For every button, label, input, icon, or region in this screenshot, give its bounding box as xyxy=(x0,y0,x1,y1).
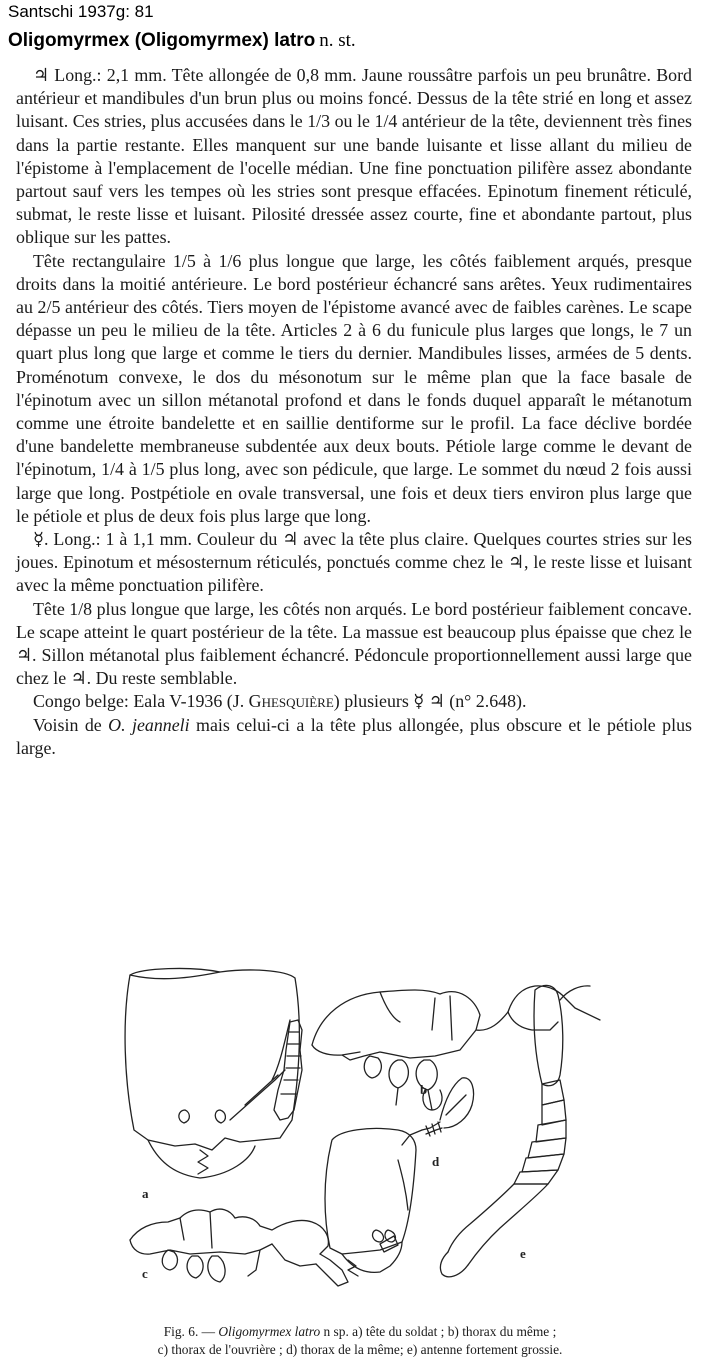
figure-label-c: c xyxy=(142,1266,148,1281)
comparison-prefix: Voisin de xyxy=(33,714,109,735)
paragraph-locality xyxy=(16,690,692,713)
paragraph-soldier-morphology: Tête rectangulaire 1/5 à 1/6 plus longue que large, les côtés faiblement arqués, presque droits dans la moitié antérieure. Le bord postérieur échancré sans arêtes. Yeux rudimentaires au 2/5 antérieur des côtés. Tiers moyen de l'épistome avancé avec de faibles carènes. Le scape dépasse un peu le milieu de la tête. Articles 2 à 6 du funicule plus larges que longs, le 7 un quart plus long que large et comme le tiers du dernier. Mandibules lisses, armées de 5 dents. Proménotum convexe, le dos du mésonotum sur le même plan que la face basale de l'épinotum avec un sillon métanotal profond et dans le fonds duquel apparaît le métanotum comme une étroite bandelette et en saillie dentiforme sur le profil. La face déclive bordée d'une bandelette membraneuse subdentée aux deux bouts. Pétiole large comme le devant de l'épinotum, 1/4 à 1/5 plus long, avec son pédicule, que large. Le sommet du nœud 2 fois aussi large que long. Postpétiole en ovale transversal, une fois et deux tiers environ plus large que le pétiole et plus de deux fois plus large que long. xyxy=(16,250,692,526)
worker-thorax-drawing xyxy=(130,1209,348,1286)
caption-line-1 xyxy=(40,1323,680,1341)
description-text xyxy=(16,64,692,760)
soldier-thorax-drawing xyxy=(312,986,600,1110)
comparison-species: O. jeanneli xyxy=(108,714,190,735)
comparison-suffix: mais celui-ci a la tête plus allongée, plus obscure et le pétiole plus large. xyxy=(16,714,692,758)
figure-label-a: a xyxy=(142,1186,149,1201)
paragraph-soldier-color: ♃ Long.: 2,1 mm. Tête allongée de 0,8 mm. Jaune roussâtre parfois un peu brunâtre. Bord antérieur et mandibules d'un brun plus ou moins foncé. Dessus de la tête strié en long et assez luisant. Ces stries, plus accusées dans le 1/3 ou le 1/4 antérieur de la tête, deviennent très fines dans la partie restante. Elles manquent sur une bande luisante et lisse allant du milieu de l'épistome à l'emplacement de l'ocelle médian. Une fine ponctuation pilifère assez abondante partout sauf vers les tempes où les stries sont presque effacées. Epinotum finement réticulé, submat, le reste lisse et luisant. Pilosité dressée assez courte, fine et abondante partout, plus oblique sur les pattes. xyxy=(16,65,692,248)
caption-line-2: c) thorax de l'ouvrière ; d) thorax de la même; e) antenne fortement grossie. xyxy=(157,1342,563,1357)
caption-prefix: Fig. 6. — xyxy=(163,1324,219,1339)
collector-name: Ghesquière xyxy=(248,691,334,712)
caption-species: Oligomyrmex latro xyxy=(218,1324,321,1339)
paragraph-worker-morphology: Tête 1/8 plus longue que large, les côtés non arqués. Le bord postérieur faiblement concave. Le scape atteint le quart postérieur de la tête. La massue est beaucoup plus épaisse que chez le ♃. Sillon métanotal plus faiblement échancré. Pédoncule proportionnellement aussi large que chez le ♃. Du reste semblable. xyxy=(16,598,692,689)
antenna-drawing xyxy=(440,985,566,1276)
paragraph-worker-color: ☿. Long.: 1 à 1,1 mm. Couleur du ♃ avec la tête plus claire. Quelques courtes stries sur les joues. Epinotum et mésosternum réticulés, ponctués comme chez le ♃, le reste lisse et luisant avec la même ponctuation pilifère. xyxy=(16,529,692,596)
specimen-figure xyxy=(80,960,640,1305)
soldier-head-drawing xyxy=(125,968,302,1178)
citation: Santschi 1937g: 81 xyxy=(8,2,154,21)
caption-line1-rest: n sp. a) tête du soldat ; b) thorax du même ; xyxy=(320,1324,557,1339)
species-title xyxy=(8,30,356,52)
figure-label-d: d xyxy=(432,1154,440,1169)
figure-label-b: b xyxy=(420,1082,428,1097)
figure-label-e: e xyxy=(520,1246,526,1261)
paragraph-comparison xyxy=(16,714,692,760)
species-status: n. st. xyxy=(319,30,356,51)
species-name: Oligomyrmex (Oligomyrmex) latro xyxy=(8,30,316,51)
locality-prefix: Congo belge: Eala V-1936 (J. xyxy=(33,691,249,712)
locality-suffix: ) plusieurs ☿ ♃ (n° 2.648). xyxy=(333,691,527,712)
figure-caption xyxy=(40,1323,680,1359)
